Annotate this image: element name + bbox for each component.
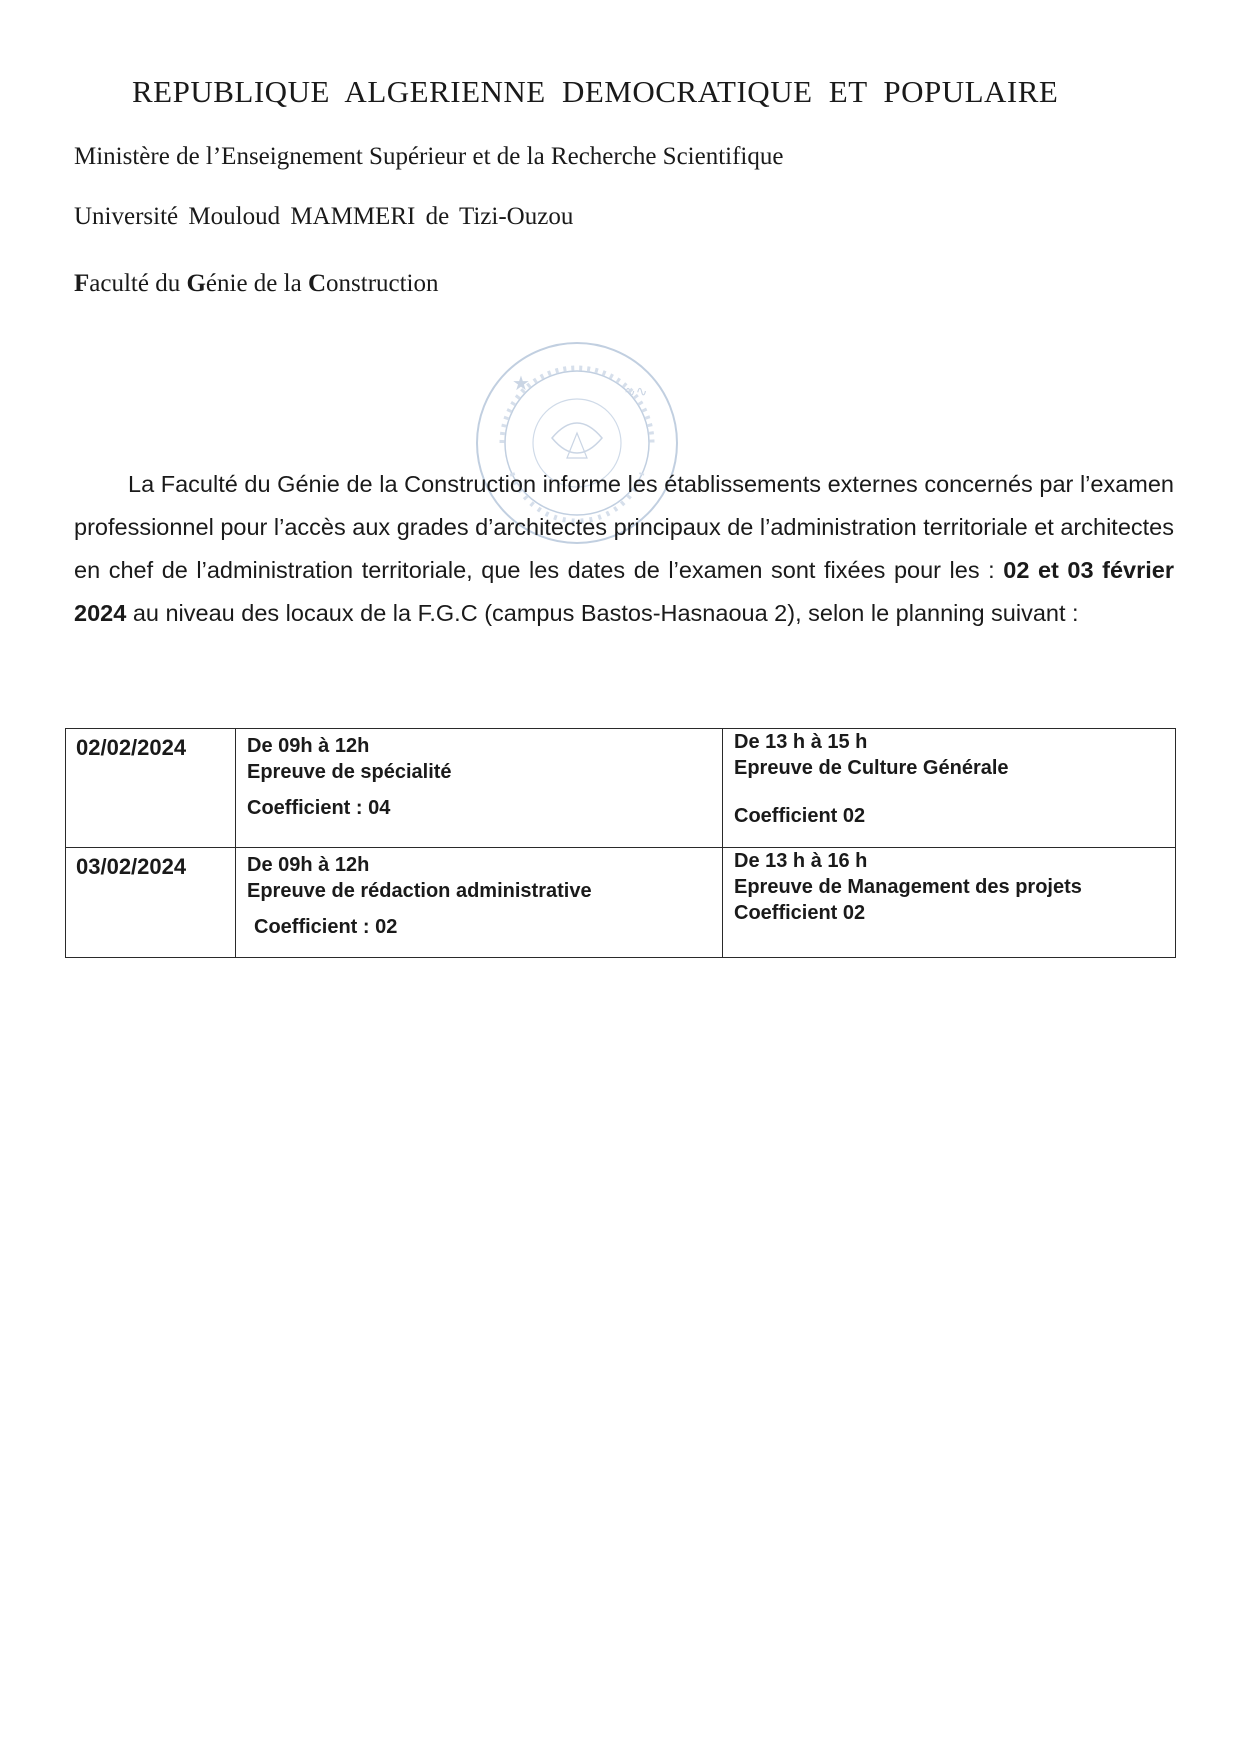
coefficient: Coefficient 02 [734, 902, 866, 924]
university-line: Université Mouloud MAMMERI de Tizi-Ouzou [74, 203, 574, 230]
ministry-line: Ministère de l’Enseignement Supérieur et de la Recherche Scientifique [74, 143, 784, 170]
exam-name: Epreuve de rédaction administrative [247, 880, 592, 902]
exam-name: Epreuve de Management des projets [734, 876, 1082, 898]
exam-dates: 02 et 03 février 2024 [74, 557, 1174, 626]
svg-text:∿∿: ∿∿ [624, 384, 648, 400]
morning-slot-cell [236, 848, 723, 958]
time-range: De 13 h à 16 h [734, 850, 868, 872]
faculty-line: Faculté du Génie de la Construction [74, 270, 439, 297]
republic-heading: REPUBLIQUE ALGERIENNE DEMOCRATIQUE ET POPULAIRE [132, 74, 1059, 109]
coefficient: Coefficient 02 [734, 805, 866, 827]
coefficient: Coefficient : 02 [254, 916, 398, 938]
location-text: au niveau des locaux de la F.G.C (campus Bastos-Hasnaoua 2), selon le planning suivant : [132, 600, 1079, 626]
time-range: De 09h à 12h [247, 854, 370, 876]
svg-text:★: ★ [512, 371, 530, 395]
table-row [66, 729, 1176, 848]
announcement-paragraph [74, 463, 1174, 635]
afternoon-slot-cell [723, 848, 1176, 958]
date-cell: 03/02/2024 [66, 848, 236, 958]
coefficient: Coefficient : 04 [247, 797, 391, 819]
morning-slot-cell [236, 729, 723, 848]
intro-text: La Faculté du Génie de la Construction informe les établissements externes concernés par l’examen professionnel pour l’accès aux grades d’architectes principaux de l’administration territoriale et architectes en chef de l’administration territoriale, que les dates de l’examen sont fixées pour les : [74, 471, 1174, 583]
afternoon-slot-cell [723, 729, 1176, 848]
date-cell: 02/02/2024 [66, 729, 236, 848]
table-row [66, 848, 1176, 958]
exam-planning-table [65, 728, 1176, 958]
exam-name: Epreuve de spécialité [247, 761, 452, 783]
time-range: De 13 h à 15 h [734, 731, 868, 753]
time-range: De 09h à 12h [247, 735, 370, 757]
exam-name: Epreuve de Culture Générale [734, 757, 1009, 779]
